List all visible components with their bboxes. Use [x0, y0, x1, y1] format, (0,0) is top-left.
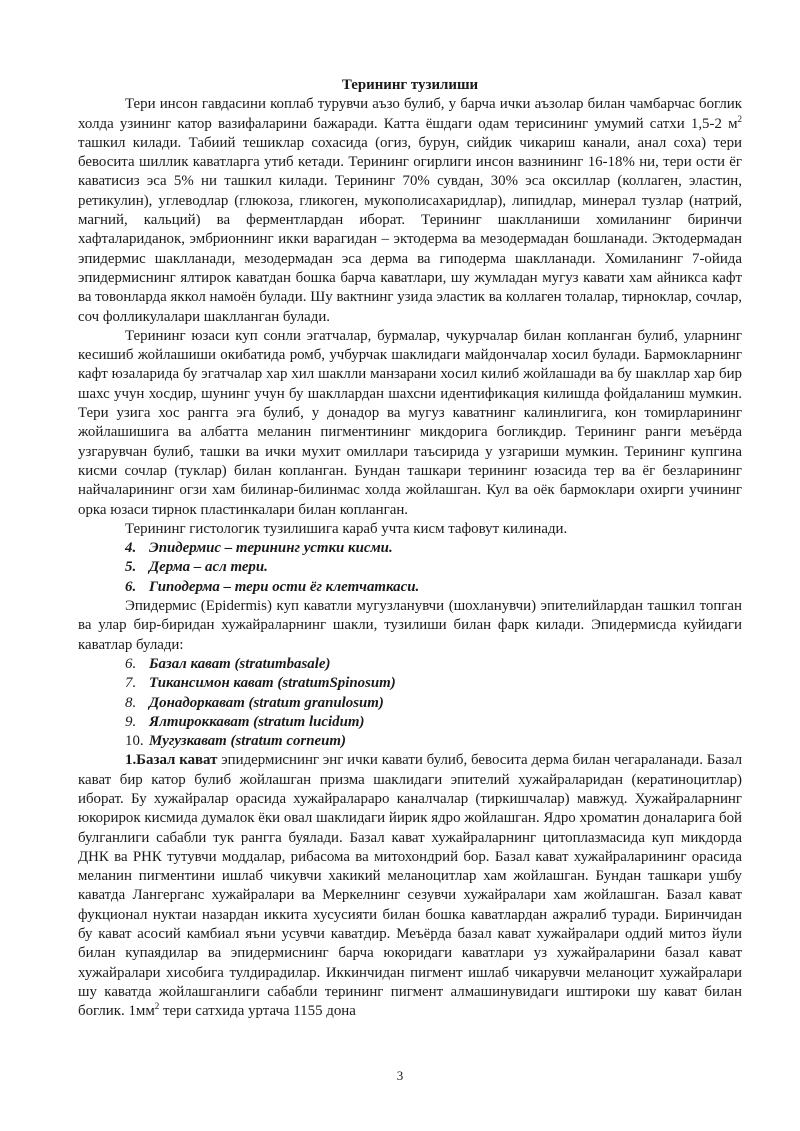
list-text: Гиподерма – тери ости ёг клетчаткаси. — [149, 578, 420, 595]
page-number: 3 — [396, 1068, 404, 1083]
list-text: Тикансимон кават (stratumSpinosum) — [149, 675, 396, 692]
section-heading: 1.Базал кават — [125, 752, 218, 769]
epidermis-layers-list — [78, 655, 742, 751]
list-text: Базал кават (stratumbasale) — [149, 655, 331, 672]
list-number: 6. — [125, 655, 137, 672]
paragraph-epidermis: Эпидермис (Epidermis) куп каватли мугузланувчи (шохланувчи) эпителийлардан ташкил топган ва улар бир-биридан хужайраларнинг шакли, тузилиши билан фарк килади. Эпидермисда куйидаги каватлар булади: — [78, 598, 742, 653]
list-item — [78, 539, 742, 558]
list-number: 10. — [125, 733, 144, 750]
paragraph-basal-text-b: тери сатхида уртача 1155 дона — [159, 1003, 356, 1020]
paragraph-intro-text-b: ташкил килади. Табиий тешиклар сохасида (огиз, бурун, сийдик чикариш канали, анал соха) тери бевосита шиллик каватларга утиб кетади. Терининг огирлиги инсон вазнининг 16-18% ни, тери ости ёг каватисиз эса 5% ни ташкил килади. Терининг 70% сувдан, 30% эса оксиллар (коллаген, эластин, ретикулин), углеводлар (глюкоза, гликоген, мукополисахаридлар), липидлар, минерал тузлар (натрий, магний, кальций) ва ферментлардан иборат. Терининг шаклланиши хомиланинг биринчи хафталариданок, эмбрионнинг икки варагидан – эктодерма ва мезодермадан бошланади. Эктодермадан эпидермис шаклланади, мезодермадан эса дерма ва гиподерма шаклланади. Хомиланинг 7-ойида эпидермиснинг ялтирок каватдан бошка барча каватлари, шу жумладан мугуз кавати хам айникса кафт ва товонларда яккол намоён булади. Шу вактнинг узида эластик ва коллаген толалар, тирноклар, сочлар, соч фолликулалари шаклланган булади. — [78, 134, 742, 325]
list-text: Донадоркават (stratum granulosum) — [149, 694, 384, 711]
list-number: 6. — [125, 578, 137, 595]
list-number: 7. — [125, 675, 137, 692]
list-text: Дерма – асл тери. — [149, 559, 268, 576]
list-item — [78, 578, 742, 597]
superscript-squared: 2 — [154, 1001, 160, 1012]
paragraph-histology: Терининг гистологик тузилишига караб учта кисм тафовут килинади. — [125, 520, 568, 537]
document-title: Терининг тузилиши — [341, 77, 479, 93]
list-text: Ялтироккават (stratum lucidum) — [149, 713, 365, 730]
list-text: Мугузкават (stratum corneum) — [149, 733, 346, 750]
list-number: 9. — [125, 713, 137, 730]
list-item — [78, 674, 742, 693]
list-item — [78, 655, 742, 674]
list-item — [78, 694, 742, 713]
document-page — [78, 76, 742, 1022]
skin-parts-list — [78, 539, 742, 597]
paragraph-surface: Терининг юзаси куп сонли эгатчалар, бурмалар, чукурчалар билан копланган булиб, уларнинг кесишиб жойлашиши окибатида ромб, учбурчак шаклидаги майдончалар хосил булади. Бармокларнинг кафт юзаларида бу эгатчалар хар хил шаклли манзарани хосил килиб жойлашади ва бу шакллар хар бир шахс учун хосдир, шунинг учун бу шакллардан шахсни идентификация килишда фойдаланиш мумкин. Тери узига хос рангга эга булиб, у донадор ва мугуз каватнинг калинлигига, кон томирларининг жойлашишига ва албатта меланин пигментининг микдорига богликдир. Терининг ранги меъёрда узгарувчан булиб, ташки ва ички мухит омиллари таъсирида у узгариши мумкин. Терининг купгина кисми сочлар (туклар) билан копланган. Бундан ташкари терининг юзасида тер ва ёг безларининг найчаларининг огзи хам билинар-билинмас холда жойлашган. Кул ва оёк бармоклари охирги учининг орка юзаси тирнок пластинкалари билан копланган. — [78, 327, 742, 518]
list-number: 5. — [125, 559, 137, 576]
list-text: Эпидермис – терининг устки кисми. — [149, 540, 393, 557]
superscript-squared: 2 — [737, 113, 742, 124]
paragraph-intro — [78, 95, 742, 327]
list-number: 8. — [125, 694, 137, 711]
paragraph-basal-layer — [78, 751, 742, 1021]
list-item — [78, 558, 742, 577]
paragraph-basal-text-a: эпидермиснинг энг ички кавати булиб, бевосита дерма билан чегараланади. Базал кават бир катор булиб жойлашган призма шаклидаги эпителий хужайраларидан (кератиноцитлар) иборат. Бу хужайралар орасида хужайралараро каналчалар (тиркишчалар) мавжуд. Хужайраларнинг юкорирок кисмида думалок ёки овал шаклидаги йирик ядро жойлашган. Ядро хроматин доналарига бой булганлиги сабабли тук рангга буялади. Базал кават хужайраларнинг цитоплазмасида куп микдорда ДНК ва РНК тутувчи моддалар, рибасома ва митохондрий бор. Базал кават хужайраларининг орасида меланин пигментини ишлаб чикувчи хакикий меланоцитлар хам жойлашган. Бундан ташкари ушбу каватда Лангерганс хужайралари ва Меркелнинг сезувчи хужайралари хам жойлашган. Базал кават фукционал нуктаи назардан иккита хусусияти билан бошка каватлардан ажралиб туради. Биринчидан бу кават асосий камбиал яъни усувчи каватдир. Меъёрда базал кават хужайралари оддий митоз йули билан купаядилар ва эпидермиснинг барча юкоридаги каватлари уз хужайраларини базал кават хужайралари хисобига тулдирадилар. Иккинчидан пигмент ишлаб чикарувчи меланоцит хужайралари шу каватда жойлашганлиги сабабли терининг пигмент алмашинувидаги иштироки шу кават билан боглик. 1мм — [78, 752, 742, 1020]
list-item — [78, 713, 742, 732]
list-number: 4. — [125, 540, 137, 557]
list-item — [78, 732, 742, 751]
paragraph-intro-text-a: Тери инсон гавдасини коплаб турувчи аъзо булиб, у барча ички аъзолар билан чамбарчас боглик холда узининг катор вазифаларини бажаради. Катта ёшдаги одам терисининг умумий сатхи 1,5-2 м — [78, 96, 742, 132]
